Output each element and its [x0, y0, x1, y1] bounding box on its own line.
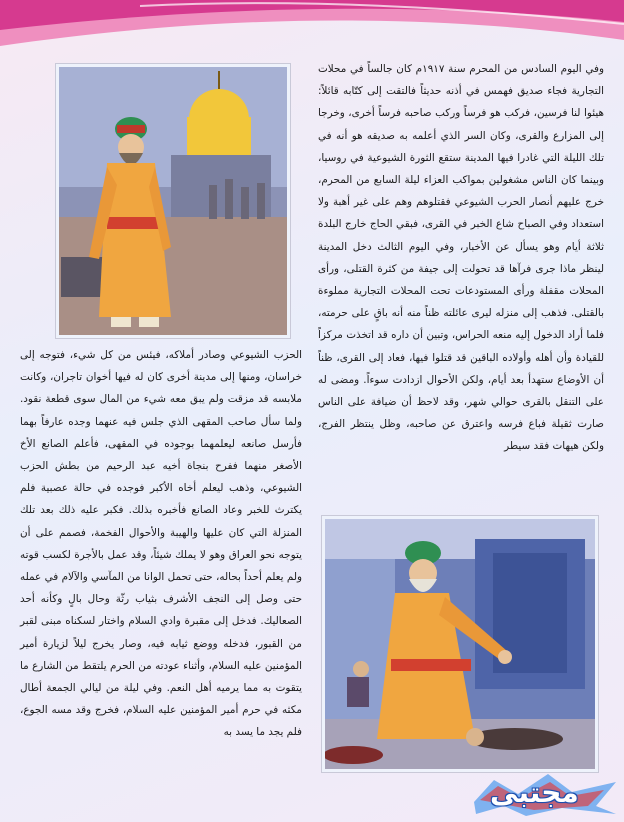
magazine-logo	[470, 772, 620, 816]
article-column-right: وفي اليوم السادس من المحرم سنة ١٩١٧م كان جالساً في محلات التجارية فجاء صديق فهمس في أذنه حديثاً فالتقت إلى كتّابه قائلاً: هيئوا لنا فرسين، فركب هو فرساً وركب صاحبه فرساً أخرى، وخرجا إلى المزارع والقرى، وكان السر الذي أعلمه به صديقه هو أنه في تلك الليلة التي غادرا فيها المدينة ستقع الثورة الشيوعية في روسيا، وبينما كان الناس مشغولين بمواكب العزاء ليلة السابع من المحرم، خرج عليهم أنصار الحرب الشيوعي فقتلوهم وهم على غير أهبة ولا استعداد وفي الصباح شاع الخبر في القرى، فبقي الحاج خارج البلدة ثلاثة أيام وهو يسأل عن الأخبار، وفي اليوم الثالث دخل المدينة لينظر ماذا جرى فرآها قد تحولت إلى جيفة من كثرة القتلى، ورأى المحلات مقفلة ورأى المستودعات تحت المحلات التجارية مملوءة بالقتلى. فذهب إلى منزله ليرى عائلته ظناً منه أنه باقٍ على حرمته، فلما أراد الدخول إليه منعه الحراس، وتبين أن داره قد اتخذت مركزاً للقيادة وأن أهله وأولاده الباقين قد قتلوا فيها، فعاد إلى القرى، ظناً أن الأوضاع ستهدأ بعد أيام، ولكن الأحوال ازدادت سوءاً. ومضى له على التنقل بالقرى حوالي شهر، وقد لاحظ أن ضيافة على الناس صارت ثقيلة فباع فرسه واعترق عن صاحبه، وظل ينتظر الفرج، ولكن هيهات فقد سيطر	[318, 63, 605, 453]
illustration-bottom	[322, 516, 598, 772]
article-column-left: الحزب الشيوعي وصادر أملاكه، فيئس من كل شيء، فتوجه إلى خراسان، ومنها إلى مدينة أخرى كان له فيها أخوان تاجران، وكانت ملابسه قد مزقت ولم يبق معه شيء من المال سوى قطعة نقود. ولما سأل صاحب المقهى الذي جلس فيه عنهما وجده عارفاً بهما فأرسل صانعه ليعلمهما بوجوده في المقهى، فأعلم الصانع الأخ الأصغر منهما ففرح بنجاة أخيه عبد الرحيم من بطش الحزب الشيوعي، وذهب ليعلم أخاه الأكبر فوجده في حالة عصبية فلم يكترث للخبر وعاد الصانع فأخبره بذلك. فكبر عليه ذلك بعد تلك المنزلة التي كان عليها والهيبة والأحوال الفخمة، فصمم على أن يتوجه نحو العراق وهو لا يملك شيئاً، وقد عمل بالأجرة لكسب قوته ولم يعلم أحداً بحاله، حتى تحمل الوانا من المآسي والآلام في عمله حتى وصل إلى النجف الأشرف بثياب رثّة وحال بالٍ وكأنه أحد الصعاليك. فدخل إلى مقبرة وادي السلام واختار لسكناه مبنى لقبر من القبور، فدخله ووضع ثيابه فيه، وصار يخرج ليلاً لزيارة أمير المؤمنين عليه السلام، وأثناء عودته من الحرم يلتقط من الشارع ما يتقوت به مما يرميه أهل النعم. وفي ليلة من ليالي الجمعة أطال مكثه في حرم أمير المؤمنين عليه السلام، فخرج وقد مسه الجوع، فلم يجد ما يسد به	[20, 349, 302, 739]
illustration-top	[56, 64, 290, 338]
logo-text: مجتبى	[490, 776, 579, 809]
